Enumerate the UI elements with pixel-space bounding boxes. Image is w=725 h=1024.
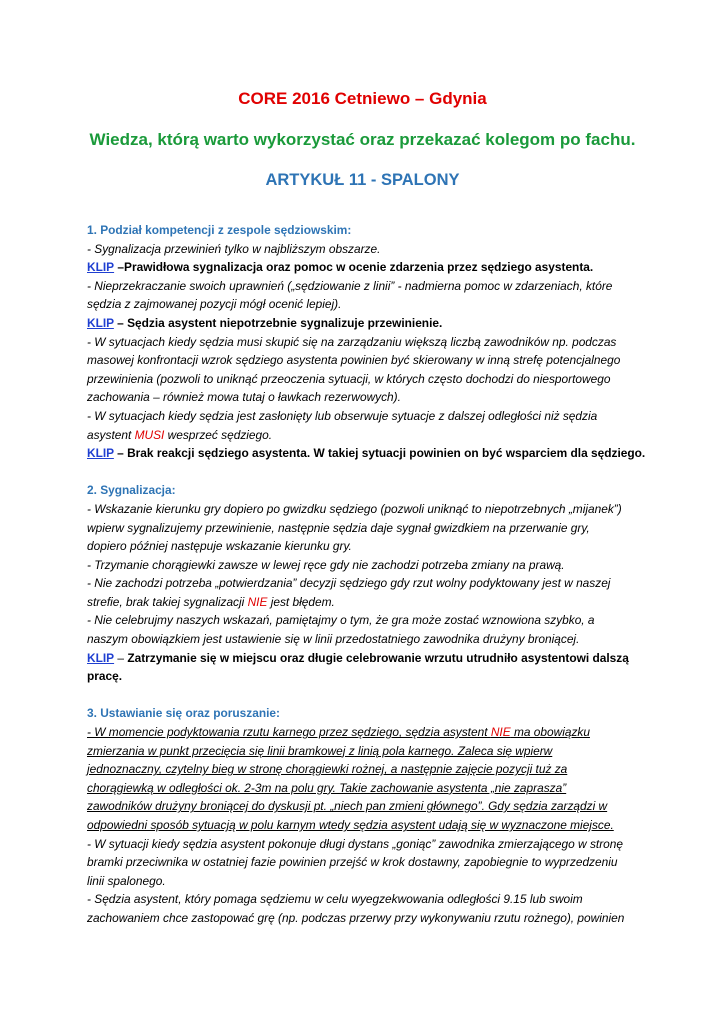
text-run: strefie, brak takiej sygnalizacji xyxy=(87,594,248,609)
klip-link[interactable]: KLIP xyxy=(87,650,115,665)
document-body xyxy=(87,221,647,928)
paragraph-line: - W sytuacjach kiedy sędzia jest zasłonięty lub obserwuje sytuacje z dalszej odległości niż sędzia xyxy=(87,408,598,423)
klip-link[interactable]: KLIP xyxy=(87,446,114,461)
klip-line xyxy=(87,314,647,333)
paragraph-line: - Trzymanie chorągiewki zawsze w lewej ręce gdy nie zachodzi potrzeba zmiany na prawą. xyxy=(87,557,565,572)
klip-link[interactable]: KLIP xyxy=(87,315,114,330)
klip-link[interactable]: KLIP xyxy=(87,260,115,275)
text-run: asystent xyxy=(87,427,135,442)
paragraph-line: sędzia z zajmowanej pozycji mógł ocenić lepiej). xyxy=(87,297,342,312)
paragraph-line: zawodników drużyny broniącej do dyskusji pt. „niech pan zmieni głównego”. Gdy sędzia zarządzi w xyxy=(87,799,608,814)
paragraph-line: bramki przeciwnika w ostatniej fazie powinien przejść w krok dostawny, zapobiegnie to wyprzedzeniu xyxy=(87,855,618,870)
paragraph-line: - Nie celebrujmy naszych wskazań, pamiętajmy o tym, że gra może zostać wznowiona szybko, a xyxy=(87,613,595,628)
paragraph-line: - Wskazanie kierunku gry dopiero po gwizdku sędziego (pozwoli uniknąć to niepotrzebnych „mijanek”) xyxy=(87,501,622,516)
emphasis-text: NIE xyxy=(490,725,511,740)
paragraph-line: jednoznaczny, czytelny bieg w stronę chorągiewki rożnej, a następnie zajęcie pozycji tuż za xyxy=(87,762,568,777)
text-run: jest błędem. xyxy=(267,594,335,609)
paragraph-line: - Sędzia asystent, który pomaga sędziemu w celu wyegzekwowania odległości 9.15 lub swoim xyxy=(87,892,583,907)
paragraph-line: przewinienia (pozwoli to uniknąć przeoczenia sytuacji, w których często dochodzi do niesportowego xyxy=(87,371,611,386)
paragraph-line: dopiero później następuje wskazanie kierunku gry. xyxy=(87,539,352,554)
klip-description-cont: pracę. xyxy=(87,669,123,684)
paragraph-line: masowej konfrontacji wzrok sędziego asystenta powinien być skierowany w inną strefę potencjalnego xyxy=(87,353,621,368)
klip-line xyxy=(87,258,647,277)
paragraph-line: - W sytuacji kiedy sędzia asystent pokonuje długi dystans „goniąc” zawodnika zmierzającego w stronę xyxy=(87,836,623,851)
klip-description: – Brak reakcji sędziego asystenta. W takiej sytuacji powinien on być wsparciem dla sędziego. xyxy=(113,446,646,461)
klip-description: –Prawidłowa sygnalizacja oraz pomoc w ocenie zdarzenia przez sędziego asystenta. xyxy=(117,260,594,275)
klip-line xyxy=(87,649,647,668)
paragraph-line: - Sygnalizacja przewinień tylko w najbliższym obszarze. xyxy=(87,241,381,256)
text-run: - W momencie podyktowania rzutu karnego przez sędziego, sędzia asystent xyxy=(87,725,491,740)
klip-description: – Sędzia asystent niepotrzebnie sygnalizuje przewinienie. xyxy=(113,315,443,330)
section-3-heading: 3. Ustawianie się oraz poruszanie: xyxy=(87,706,280,721)
emphasis-text: NIE xyxy=(247,594,268,609)
paragraph-line: zachowania – również mowa tutaj o ławkach rezerwowych). xyxy=(87,390,401,405)
text-run: – xyxy=(114,650,128,665)
emphasis-text: MUSI xyxy=(134,427,165,442)
spacer xyxy=(87,686,647,705)
paragraph-line: naszym obowiązkiem jest ustawienie się w linii przedostatniego zawodnika drużyny broniącej. xyxy=(87,632,580,647)
paragraph-line: - Nie zachodzi potrzeba „potwierdzania” decyzji sędziego gdy rzut wolny podyktowany jest w naszej xyxy=(87,576,611,591)
paragraph-line xyxy=(87,593,647,612)
klip-line xyxy=(87,444,647,463)
paragraph-line: zachowaniem chce zastopować grę (np. podczas przerwy przy wykonywaniu rzutu rożnego), powinien xyxy=(87,910,625,925)
paragraph-line: zmierzania w punkt przecięcia się linii bramkowej z linią pola karnego. Zaleca się wpierw xyxy=(87,743,553,758)
document-subtitle: Wiedza, którą warto wykorzystać oraz przekazać kolegom po fachu. xyxy=(89,130,636,149)
spacer xyxy=(87,463,647,482)
paragraph-line xyxy=(87,723,647,742)
section-2-heading: 2. Sygnalizacja: xyxy=(87,483,176,498)
paragraph-line: wpierw sygnalizujemy przewinienie, następnie sędzia daje sygnał gwizdkiem na przerwanie gry, xyxy=(87,520,590,535)
text-run: wesprzeć sędziego. xyxy=(164,427,273,442)
paragraph-line: - Nieprzekraczanie swoich uprawnień („sędziowanie z linii” - nadmierna pomoc w zdarzeniach, które xyxy=(87,278,613,293)
klip-description: Zatrzymanie się w miejscu oraz długie celebrowanie wrzutu utrudniło asystentowi dalszą xyxy=(127,650,629,665)
paragraph-line xyxy=(87,426,647,445)
article-heading: ARTYKUŁ 11 - SPALONY xyxy=(265,171,460,189)
paragraph-line: odpowiedni sposób sytuacją w polu karnym wtedy sędzia asystent udają się w wyznaczone miejsce. xyxy=(87,818,614,832)
document-title: CORE 2016 Cetniewo – Gdynia xyxy=(238,89,487,108)
paragraph-line: chorągiewką w odległości ok. 2-3m na polu gry. Takie zachowanie asystenta „nie zaprasza” xyxy=(87,780,567,795)
paragraph-line: linii spalonego. xyxy=(87,873,166,888)
paragraph-line: - W sytuacjach kiedy sędzia musi skupić się na zarządzaniu większą liczbą zawodników np. podczas xyxy=(87,334,617,349)
text-run: ma obowiązku xyxy=(510,725,590,740)
section-1-heading: 1. Podział kompetencji z zespole sędziowskim: xyxy=(87,223,352,237)
